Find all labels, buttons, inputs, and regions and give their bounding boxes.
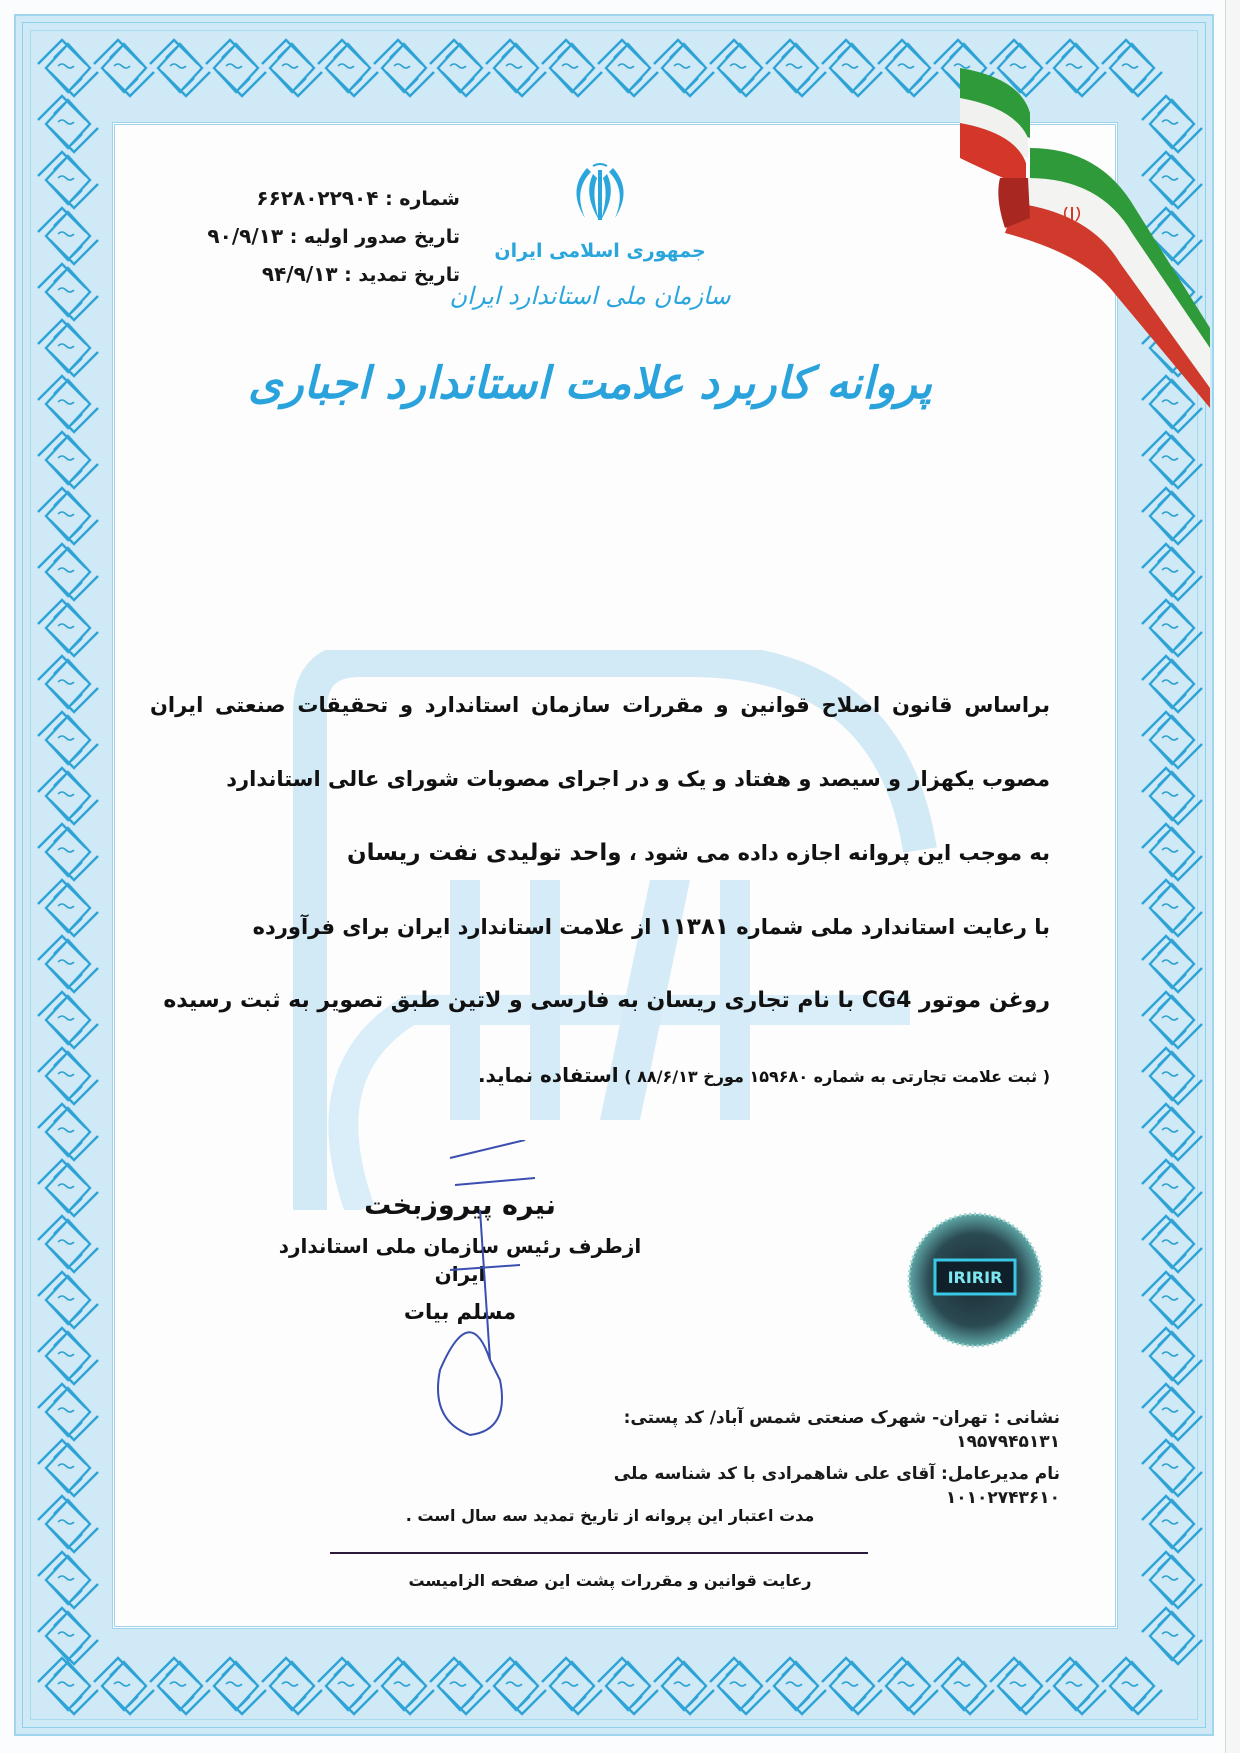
border-knot-ornament bbox=[38, 992, 98, 1048]
certificate-meta bbox=[160, 180, 460, 294]
certificate-title: پروانه کاربرد علامت استاندارد اجباری bbox=[247, 358, 933, 409]
border-knot-ornament bbox=[1142, 1440, 1202, 1496]
border-knot-ornament bbox=[1142, 768, 1202, 824]
border-knot-ornament bbox=[38, 432, 98, 488]
border-knot-ornament bbox=[38, 936, 98, 992]
standard-prefix: با رعایت استاندارد ملی شماره bbox=[736, 915, 1050, 939]
permission-text: به موجب این پروانه اجازه داده می شود ، bbox=[628, 841, 1050, 865]
border-knot-ornament bbox=[38, 152, 98, 208]
trademark-note: ( ثبت علامت تجارتی به شماره ۱۵۹۶۸۰ مورخ ۸۸/۶/۱۳ ) bbox=[624, 1067, 1050, 1086]
number-label: شماره : bbox=[385, 188, 460, 210]
issue-date-row bbox=[160, 218, 460, 256]
product-line: روغن موتور CG4 با نام تجاری ریسان به فارسی و لاتین طبق تصویر به ثبت رسیده bbox=[163, 988, 1050, 1013]
border-knot-ornament bbox=[38, 1160, 98, 1216]
body-line bbox=[150, 912, 1050, 942]
border-knot-ornament bbox=[878, 1658, 938, 1714]
border-knot-ornament bbox=[38, 768, 98, 824]
address-block bbox=[520, 1406, 1060, 1518]
border-knot-ornament bbox=[710, 40, 770, 96]
scan-edge bbox=[1225, 0, 1240, 1753]
border-knot-ornament bbox=[654, 1658, 714, 1714]
border-knot-ornament bbox=[1142, 1608, 1202, 1664]
border-knot-ornament bbox=[1142, 880, 1202, 936]
border-knot-ornament bbox=[1142, 1048, 1202, 1104]
handwritten-signature bbox=[430, 1140, 580, 1440]
border-knot-ornament bbox=[38, 656, 98, 712]
border-knot-ornament bbox=[430, 1658, 490, 1714]
border-knot-ornament bbox=[38, 1104, 98, 1160]
border-knot-ornament bbox=[38, 880, 98, 936]
border-knot-ornament bbox=[1142, 600, 1202, 656]
border-knot-ornament bbox=[94, 40, 154, 96]
renewal-date-label: تاریخ تمدید : bbox=[344, 264, 460, 286]
iran-flag-ribbon bbox=[960, 28, 1212, 408]
border-knot-ornament bbox=[38, 1496, 98, 1552]
renewal-date-value: ۹۴/۹/۱۳ bbox=[261, 262, 338, 286]
seal-text: IRIRIR bbox=[947, 1268, 1003, 1287]
border-knot-ornament bbox=[430, 40, 490, 96]
border-knot-ornament bbox=[38, 1328, 98, 1384]
signatory-person: مسلم بیات bbox=[403, 1300, 517, 1324]
issue-date-value: ۹۰/۹/۱۳ bbox=[207, 224, 284, 248]
border-knot-ornament bbox=[822, 1658, 882, 1714]
border-knot-ornament bbox=[38, 1440, 98, 1496]
border-knot-ornament bbox=[1142, 824, 1202, 880]
border-knot-ornament bbox=[374, 1658, 434, 1714]
border-knot-ornament bbox=[318, 40, 378, 96]
divider bbox=[330, 1552, 868, 1554]
border-knot-ornament bbox=[766, 40, 826, 96]
standard-suffix: از علامت استاندارد ایران برای فرآورده bbox=[252, 915, 652, 939]
border-knot-ornament bbox=[38, 1552, 98, 1608]
border-knot-ornament bbox=[38, 1384, 98, 1440]
border-knot-ornament bbox=[1142, 1160, 1202, 1216]
border-knot-ornament bbox=[1142, 1272, 1202, 1328]
issue-date-label: تاریخ صدور اولیه : bbox=[289, 226, 460, 248]
border-knot-ornament bbox=[1142, 712, 1202, 768]
border-knot-ornament bbox=[766, 1658, 826, 1714]
border-knot-ornament bbox=[1142, 488, 1202, 544]
border-knot-ornament bbox=[542, 40, 602, 96]
body-line: مصوب یکهزار و سیصد و هفتاد و یک و در اجرای مصوبات شورای عالی استاندارد bbox=[226, 767, 1050, 791]
border-knot-ornament bbox=[38, 1658, 98, 1714]
border-knot-ornament bbox=[1142, 1552, 1202, 1608]
border-knot-ornament bbox=[38, 40, 98, 96]
border-knot-ornament bbox=[990, 1658, 1050, 1714]
trademark-line bbox=[150, 1060, 1050, 1092]
border-knot-ornament bbox=[1142, 1496, 1202, 1552]
border-knot-ornament bbox=[374, 40, 434, 96]
body-line bbox=[150, 838, 1050, 868]
border-knot-ornament bbox=[38, 824, 98, 880]
border-knot-ornament bbox=[542, 1658, 602, 1714]
border-knot-ornament bbox=[934, 1658, 994, 1714]
renewal-date-row bbox=[160, 256, 460, 294]
border-knot-ornament bbox=[710, 1658, 770, 1714]
border-knot-ornament bbox=[1142, 1328, 1202, 1384]
iran-emblem-icon bbox=[565, 160, 635, 230]
border-knot-ornament bbox=[150, 40, 210, 96]
standard-number: ۱۱۳۸۱ bbox=[658, 914, 729, 940]
border-knot-ornament bbox=[1046, 1658, 1106, 1714]
validity-statement: مدت اعتبار این پروانه از تاریخ تمدید سه سال است . bbox=[405, 1506, 815, 1525]
border-knot-ornament bbox=[1102, 1658, 1162, 1714]
border-knot-ornament bbox=[38, 320, 98, 376]
certificate-body bbox=[150, 690, 1050, 1092]
border-knot-ornament bbox=[1142, 1216, 1202, 1272]
border-knot-ornament bbox=[1142, 992, 1202, 1048]
border-knot-ornament bbox=[38, 600, 98, 656]
border-knot-ornament bbox=[206, 1658, 266, 1714]
signatory-name: نیره پیروزبخت bbox=[364, 1190, 556, 1221]
border-knot-ornament bbox=[38, 208, 98, 264]
border-knot-ornament bbox=[38, 376, 98, 432]
border-knot-ornament bbox=[38, 1048, 98, 1104]
border-knot-ornament bbox=[150, 1658, 210, 1714]
manager-line: نام مدیرعامل: آقای علی شاهمرادی با کد شناسه ملی ۱۰۱۰۲۷۴۳۶۱۰ bbox=[613, 1464, 1060, 1508]
border-knot-ornament bbox=[598, 1658, 658, 1714]
border-knot-ornament bbox=[318, 1658, 378, 1714]
organization-name: سازمان ملی استاندارد ایران bbox=[449, 282, 731, 310]
number-value: ۶۶۲۸۰۲۲۹۰۴ bbox=[256, 186, 379, 210]
number-row bbox=[160, 180, 460, 218]
border-knot-ornament bbox=[38, 1272, 98, 1328]
border-knot-ornament bbox=[486, 40, 546, 96]
border-knot-ornament bbox=[822, 40, 882, 96]
border-knot-ornament bbox=[262, 40, 322, 96]
trademark-tail: استفاده نماید. bbox=[477, 1063, 619, 1087]
border-knot-ornament bbox=[1142, 1104, 1202, 1160]
signatory-role: ازطرف رئیس سازمان ملی استاندارد ایران bbox=[278, 1234, 642, 1286]
border-knot-ornament bbox=[1142, 432, 1202, 488]
border-knot-ornament bbox=[1142, 544, 1202, 600]
border-knot-ornament bbox=[206, 40, 266, 96]
emblem bbox=[520, 160, 680, 232]
border-knot-ornament bbox=[262, 1658, 322, 1714]
border-knot-ornament bbox=[654, 40, 714, 96]
border-knot-ornament bbox=[486, 1658, 546, 1714]
border-knot-ornament bbox=[38, 96, 98, 152]
border-knot-ornament bbox=[598, 40, 658, 96]
country-name: جمهوری اسلامی ایران bbox=[494, 240, 706, 262]
body-line: براساس قانون اصلاح قوانین و مقررات سازمان استاندارد و تحقیقات صنعتی ایران bbox=[150, 693, 1050, 717]
address-line: نشانی : تهران- شهرک صنعتی شمس آباد/ کد پستی: ۱۹۵۷۹۴۵۱۳۱ bbox=[623, 1408, 1060, 1452]
company-name: واحد تولیدی نفت ریسان bbox=[346, 840, 622, 866]
border-knot-ornament bbox=[38, 712, 98, 768]
border-knot-ornament bbox=[94, 1658, 154, 1714]
border-knot-ornament bbox=[38, 544, 98, 600]
border-knot-ornament bbox=[38, 1216, 98, 1272]
footer-note: رعایت قوانین و مقررات پشت این صفحه الزامیست bbox=[408, 1571, 812, 1590]
border-knot-ornament bbox=[1142, 1384, 1202, 1440]
border-knot-ornament bbox=[38, 1608, 98, 1664]
hologram-seal-icon bbox=[905, 1210, 1045, 1350]
border-knot-ornament bbox=[878, 40, 938, 96]
border-knot-ornament bbox=[38, 264, 98, 320]
border-knot-ornament bbox=[1142, 936, 1202, 992]
border-knot-ornament bbox=[1142, 656, 1202, 712]
border-knot-ornament bbox=[38, 488, 98, 544]
